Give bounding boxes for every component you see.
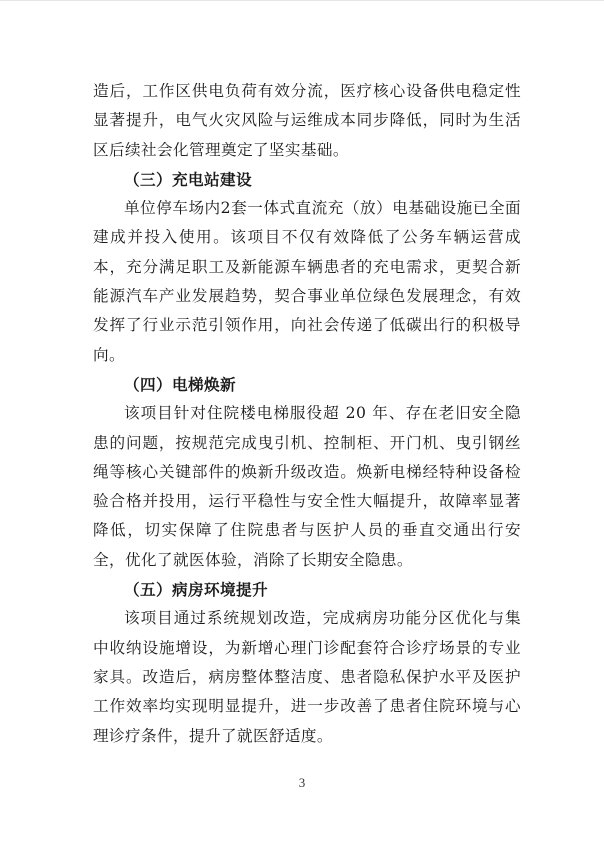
paragraph-elevator: 该项目针对住院楼电梯服役超 20 年、存在老旧安全隐患的问题，按规范完成曳引机、控制柜、开门机、曳引钢丝绳等核心关键部件的焕新升级改造。焕新电梯经特种设备检验合格并投用，运行平稳性与安全性大幅提升，故障率显著降低，切实保障了住院患者与医护人员的垂直交通出行安全，优化了就医体验，消除了长期安全隐患。 — [93, 404, 521, 569]
document-body — [93, 77, 521, 751]
section-heading-ward-environment: （五）病房环境提升 — [124, 580, 268, 600]
section-heading-elevator: （四）电梯焕新 — [124, 374, 236, 394]
section-heading-charging-station: （三）充电站建设 — [124, 169, 252, 189]
paragraph-ward-environment: 该项目通过系统规划改造，完成病房功能分区优化与集中收纳设施增设，为新增心理门诊配套符合诊疗场景的专业家具。改造后，病房整体整洁度、患者隐私保护水平及医护工作效率均实现明显提升，进一步改善了患者住院环境与心理诊疗条件，提升了就医舒适度。 — [93, 609, 521, 745]
paragraph-charging-station: 单位停车场内2套一体式直流充（放）电基础设施已全面建成并投入使用。该项目不仅有效降低了公务车辆运营成本，充分满足职工及新能源车辆患者的充电需求，更契合新能源汽车产业发展趋势，契合事业单位绿色发展理念，有效发挥了行业示范引领作用，向社会传递了低碳出行的积极导向。 — [93, 199, 521, 364]
paragraph-continued: 造后，工作区供电负荷有效分流，医疗核心设备供电稳定性显著提升，电气火灾风险与运维成本同步降低，同时为生活区后续社会化管理奠定了坚实基础。 — [93, 82, 521, 159]
page-number: 3 — [298, 775, 306, 790]
